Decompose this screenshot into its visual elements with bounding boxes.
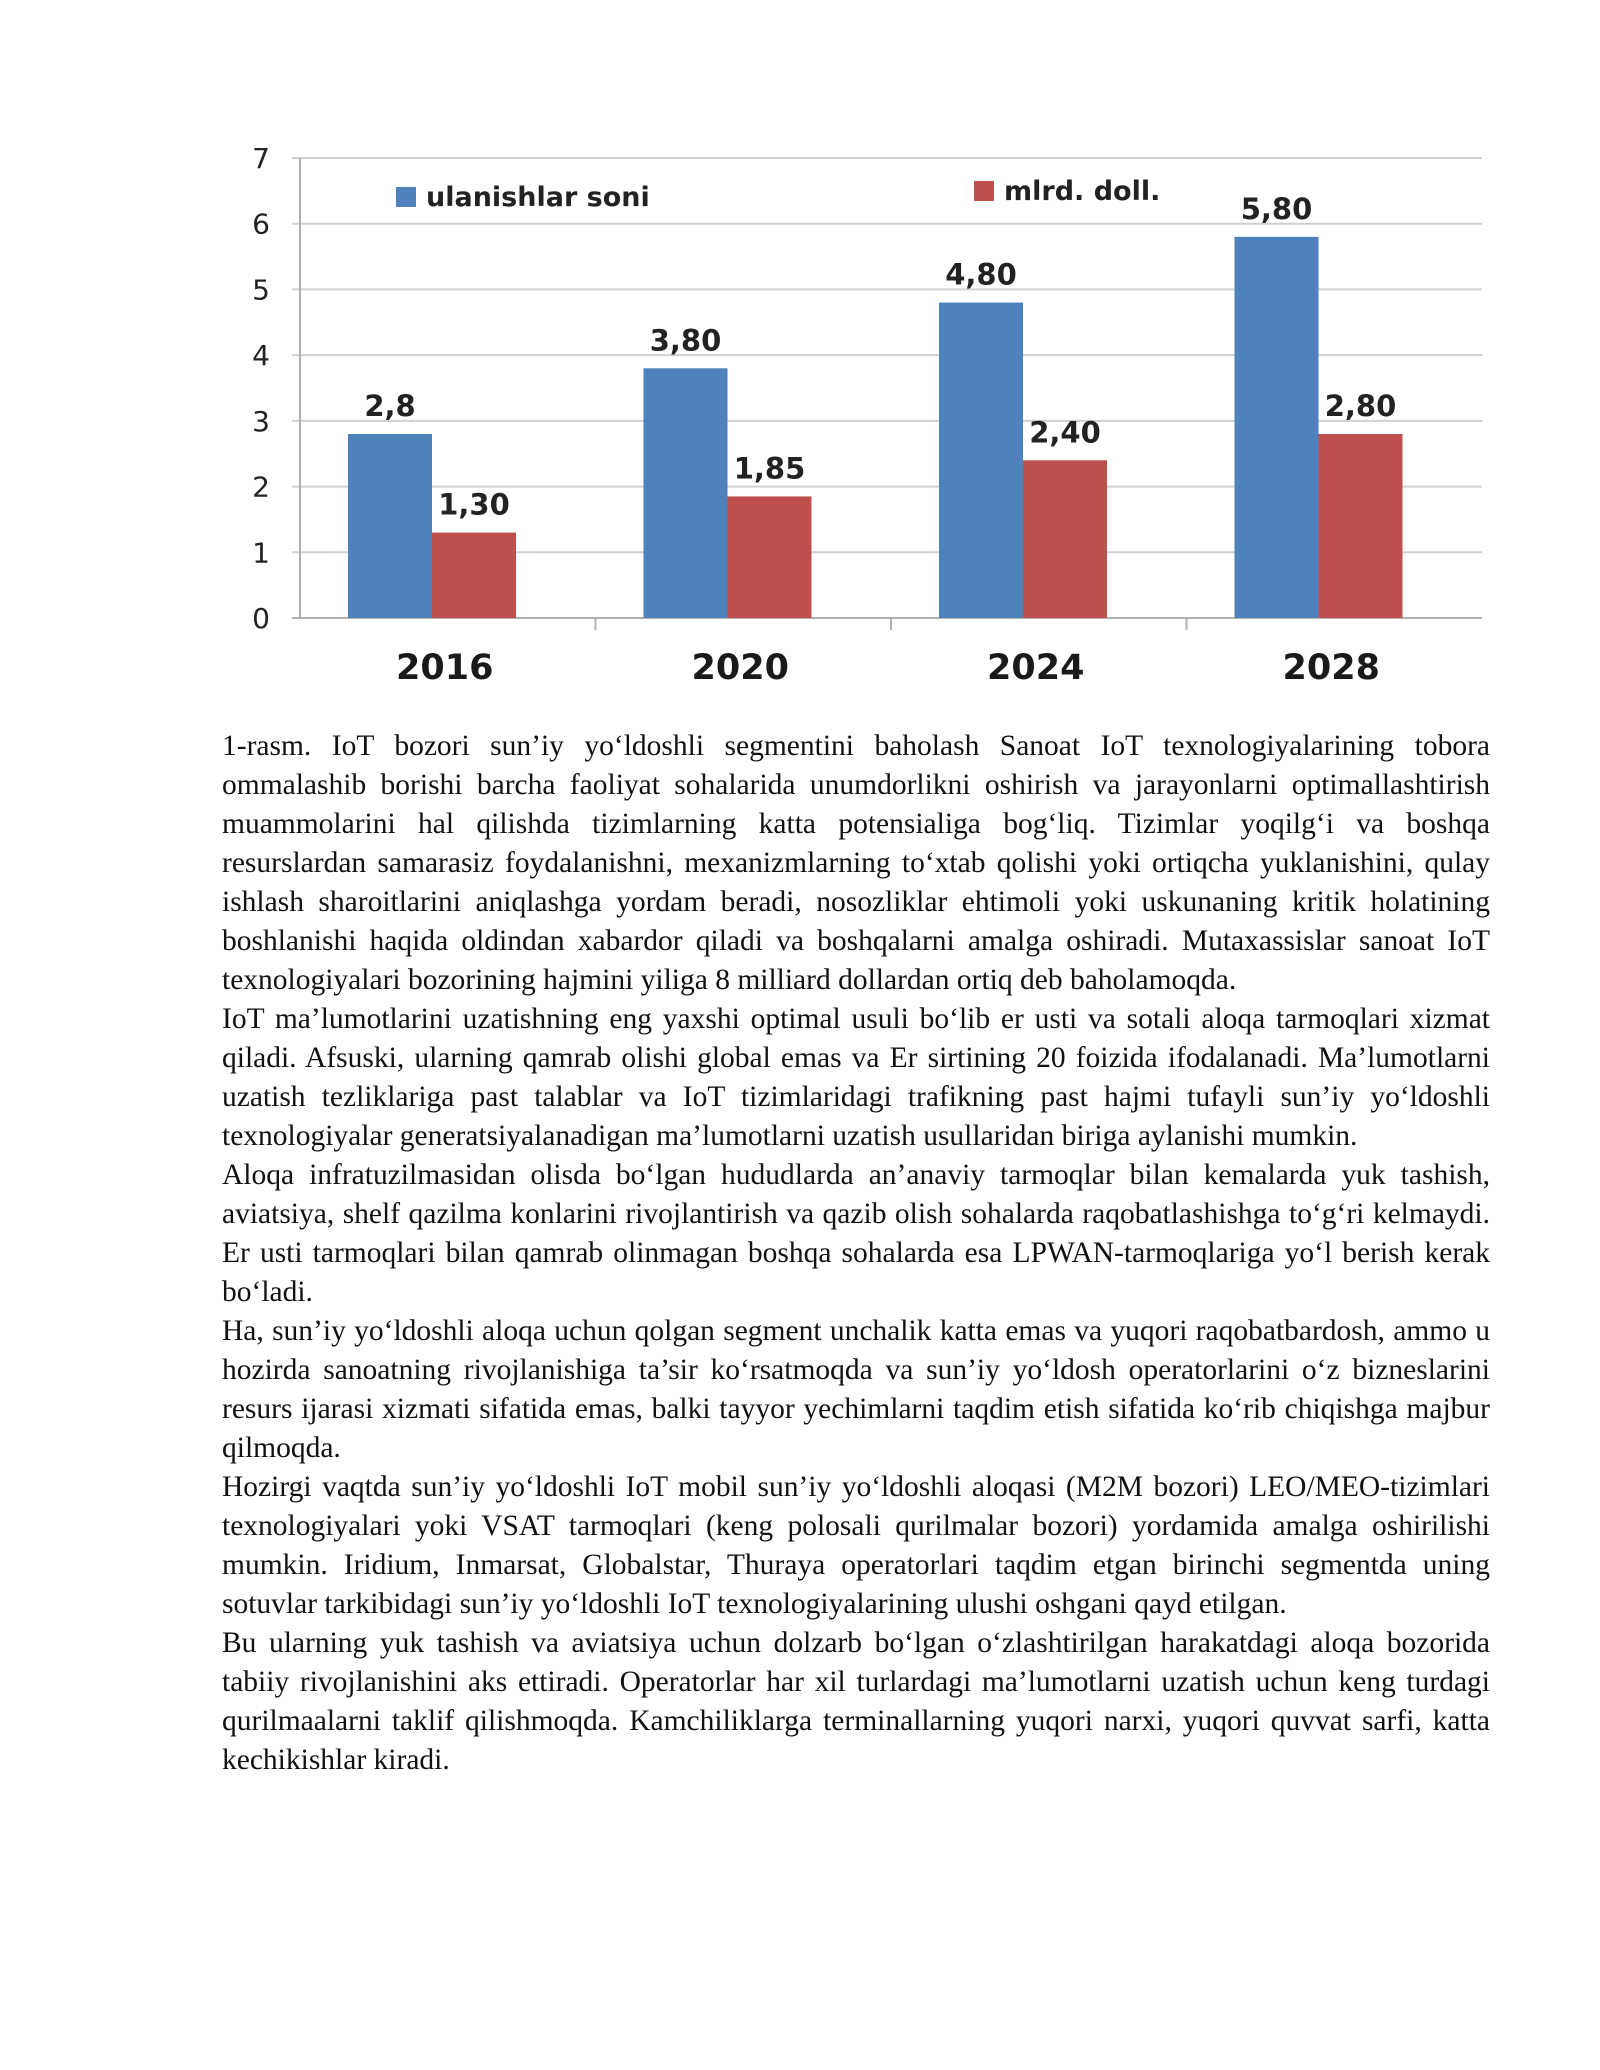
bar-chart <box>220 130 1520 710</box>
bar <box>939 303 1023 618</box>
data-label: 2,40 <box>1029 415 1101 450</box>
data-label: 2,8 <box>364 389 416 423</box>
data-label: 5,80 <box>1240 191 1313 226</box>
bar <box>1023 460 1107 618</box>
body-text <box>222 727 1490 1780</box>
bar <box>1235 237 1319 618</box>
data-label: 3,80 <box>649 323 722 358</box>
x-category-label: 2024 <box>987 648 1085 688</box>
paragraph-4: Ha, sun’iy yo‘ldoshli aloqa uchun qolgan segment unchalik katta emas va yuqori raqobatbardosh, ammo u hozirda sanoatning rivojlanishiga ta’sir ko‘rsatmoqda va sun’iy yo‘ldosh operatorlarini o‘z bizneslarini resurs ijarasi xizmati sifatida emas, balki tayyor yechimlarni taqdim etish sifatida ko‘rib chiqishga majbur qilmoqda. <box>222 1315 1490 1464</box>
x-category-label: 2028 <box>1282 648 1380 688</box>
y-tick-label: 1 <box>252 536 270 570</box>
y-tick-label: 3 <box>252 404 270 438</box>
bar <box>728 496 812 618</box>
paragraph-2: IoT ma’lumotlarini uzatishning eng yaxshi optimal usuli bo‘lib er usti va sotali aloqa tarmoqlari xizmat qiladi. Afsuski, ularning qamrab olishi global emas va Er sirtining 20 foizida ifodalanadi. Ma’lumotlarni uzatish tezliklariga past talablar va IoT tizimlaridagi trafikning past hajmi tufayli sun’iy yo‘ldoshli texnologiyalar generatsiyalanadigan ma’lumotlarni uzatish usullaridan biriga aylanishi mumkin. <box>222 1003 1490 1152</box>
x-category-label: 2020 <box>691 648 789 688</box>
paragraph-1: 1-rasm. IoT bozori sun’iy yo‘ldoshli segmentini baholash Sanoat IoT texnologiyalarining tobora ommalashib borishi barcha faoliyat sohalarida unumdorlikni oshirish va jarayonlarni optimallashtirish muammolarini hal qilishda tizimlarning katta potensialiga bog‘liq. Tizimlar yoqilg‘i va boshqa resurslardan samarasiz foydalanishni, mexanizmlarning to‘xtab qolishi yoki ortiqcha yuklanishini, qulay ishlash sharoitlarini aniqlashga yordam beradi, nosozliklar ehtimoli yoki uskunaning kritik holatining boshlanishi haqida oldindan xabardor qiladi va boshqalarni amalga oshiradi. Mutaxassislar sanoat IoT texnologiyalari bozorining hajmini yiliga 8 milliard dollardan ortiq deb baholamoqda. <box>222 730 1490 996</box>
data-label: 1,30 <box>438 487 510 522</box>
legend-swatch <box>974 181 994 201</box>
legend-label: ulanishlar soni <box>426 182 650 213</box>
y-tick-label: 6 <box>252 207 270 241</box>
bar <box>644 368 728 618</box>
y-tick-label: 7 <box>252 142 270 175</box>
paragraph-5: Hozirgi vaqtda sun’iy yo‘ldoshli IoT mobil sun’iy yo‘ldoshli aloqasi (M2M bozori) LEO/MEO-tizimlari texnologiyalari yoki VSAT tarmoqlari (keng polosali qurilmalar bozori) yordamida amalga oshirilishi mumkin. Iridium, Inmarsat, Globalstar, Thuraya operatorlari taqdim etgan birinchi segmentda uning sotuvlar tarkibidagi sun’iy yo‘ldoshli IoT texnologiyalarining ulushi oshgani qayd etilgan. <box>222 1471 1490 1620</box>
x-category-label: 2016 <box>396 648 494 688</box>
chart-svg <box>220 130 1520 710</box>
legend-label: mlrd. doll. <box>1004 176 1161 207</box>
legend-swatch <box>396 187 416 207</box>
bar <box>348 434 432 618</box>
bar <box>1319 434 1403 618</box>
paragraph-3: Aloqa infratuzilmasidan olisda bo‘lgan hududlarda an’anaviy tarmoqlar bilan kemalarda yuk tashish, aviatsiya, shelf qazilma konlarini rivojlantirish va qazib olish sohalarda raqobatlashishga to‘g‘ri kelmaydi. Er usti tarmoqlari bilan qamrab olinmagan boshqa sohalarda esa LPWAN-tarmoqlariga yo‘l berish kerak bo‘ladi. <box>222 1159 1490 1308</box>
y-tick-label: 4 <box>252 339 270 373</box>
data-label: 4,80 <box>945 257 1017 292</box>
y-tick-label: 2 <box>252 470 270 504</box>
bar <box>432 533 516 618</box>
y-tick-label: 5 <box>252 273 270 307</box>
paragraph-6: Bu ularning yuk tashish va aviatsiya uchun dolzarb bo‘lgan o‘zlashtirilgan harakatdagi aloqa bozorida tabiiy rivojlanishini aks ettiradi. Operatorlar har xil turlardagi ma’lumotlarni uzatish uchun keng turdagi qurilmaalarni taklif qilishmoqda. Kamchiliklarga terminallarning yuqori narxi, yuqori quvvat sarfi, katta kechikishlar kiradi. <box>222 1627 1490 1776</box>
data-label: 1,85 <box>733 451 806 486</box>
y-tick-label: 0 <box>252 602 270 635</box>
data-label: 2,80 <box>1324 389 1397 423</box>
